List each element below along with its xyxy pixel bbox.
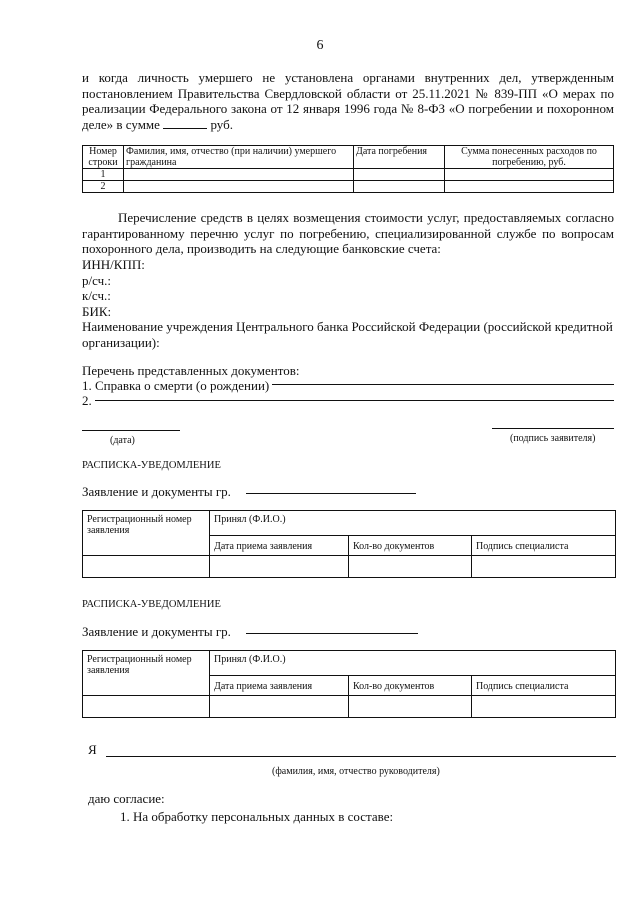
document-item-2: 2. bbox=[82, 393, 92, 408]
account-label: р/сч.: bbox=[82, 272, 112, 288]
document-item-1: 1. Справка о смерти (о рождении) bbox=[82, 378, 270, 393]
table-row bbox=[83, 181, 614, 193]
bank-details bbox=[82, 257, 614, 350]
signature-line[interactable] bbox=[492, 428, 614, 429]
cell-amount[interactable] bbox=[445, 181, 614, 193]
doc-count-header: Кол-во документов bbox=[349, 536, 472, 556]
receipt-line-2: Заявление и документы гр. bbox=[82, 624, 231, 639]
accepted-by-header: Принял (Ф.И.О.) bbox=[210, 511, 616, 536]
accepted-by-header: Принял (Ф.И.О.) bbox=[210, 651, 616, 676]
row-number: 2 bbox=[83, 181, 124, 193]
page-number: 6 bbox=[316, 38, 324, 53]
header-burial-date: Дата погребения bbox=[354, 146, 445, 169]
header-full-name: Фамилия, имя, отчество (при наличии) умершего гражданина bbox=[124, 146, 354, 169]
table-row bbox=[83, 169, 614, 181]
signature-caption: (подпись заявителя) bbox=[510, 433, 596, 444]
reg-number-cell[interactable] bbox=[83, 696, 210, 718]
burial-costs-table bbox=[82, 145, 614, 193]
head-name-line[interactable] bbox=[106, 756, 616, 757]
receipt-name-line-1[interactable] bbox=[246, 493, 416, 494]
doc-count-cell[interactable] bbox=[349, 556, 472, 578]
corr-account-label: к/сч.: bbox=[82, 288, 111, 303]
table-header-row bbox=[83, 146, 614, 169]
reg-number-header: Регистрационный номер заявления bbox=[83, 511, 210, 556]
cell-full-name[interactable] bbox=[124, 181, 354, 193]
consent-item-1: 1. На обработку персональных данных в составе: bbox=[120, 809, 394, 824]
bank-name-label: Наименование учреждения Центрального банка Российской Федерации (российской кредитной организации): bbox=[82, 319, 613, 350]
head-name-caption: (фамилия, имя, отчество руководителя) bbox=[272, 766, 440, 777]
header-amount: Сумма понесенных расходов по погребению, руб. bbox=[445, 146, 614, 169]
doc-count-cell[interactable] bbox=[349, 696, 472, 718]
consent-ya: Я bbox=[88, 742, 97, 757]
document-item-1-line[interactable] bbox=[272, 384, 614, 385]
receipt-line-1: Заявление и документы гр. bbox=[82, 484, 231, 499]
intro-paragraph bbox=[82, 70, 614, 132]
inn-kpp-label: ИНН/КПП: bbox=[82, 257, 145, 272]
document-item-2-line[interactable] bbox=[95, 400, 614, 401]
row-number: 1 bbox=[83, 169, 124, 181]
cell-amount[interactable] bbox=[445, 169, 614, 181]
bik-label: БИК: bbox=[82, 303, 112, 319]
specialist-sign-cell[interactable] bbox=[472, 556, 616, 578]
documents-title: Перечень представленных документов: bbox=[82, 363, 300, 378]
date-line[interactable] bbox=[82, 430, 180, 431]
date-received-cell[interactable] bbox=[210, 696, 349, 718]
specialist-sign-header: Подпись специалиста bbox=[472, 536, 616, 556]
cell-burial-date[interactable] bbox=[354, 181, 445, 193]
intro-suffix: руб. bbox=[210, 116, 233, 132]
cell-burial-date[interactable] bbox=[354, 169, 445, 181]
intro-text: и когда личность умершего не установлена органами внутренних дел, утвержденным постановлением Правительства Свердловской области от 25.11.2021 № 839-ПП «О мерах по реализации Федерального закона от 12 января 1996 года № 8-ФЗ «О погребении и похоронном деле» в сумме bbox=[82, 70, 614, 132]
date-received-header: Дата приема заявления bbox=[210, 536, 349, 556]
date-caption: (дата) bbox=[110, 435, 135, 446]
receipt-title-1: РАСПИСКА-УВЕДОМЛЕНИЕ bbox=[82, 460, 221, 471]
specialist-sign-cell[interactable] bbox=[472, 696, 616, 718]
transfer-paragraph: Перечисление средств в целях возмещения стоимости услуг, предоставляемых согласно гарантированному перечню услуг по погребению, специализированной службе по вопросам похоронного дела, производить на следующие банковские счета: bbox=[82, 210, 614, 256]
specialist-sign-header: Подпись специалиста bbox=[472, 676, 616, 696]
receipt-table-1 bbox=[82, 510, 616, 578]
receipt-title-2: РАСПИСКА-УВЕДОМЛЕНИЕ bbox=[82, 599, 221, 610]
receipt-name-line-2[interactable] bbox=[246, 633, 418, 634]
doc-count-header: Кол-во документов bbox=[349, 676, 472, 696]
reg-number-header: Регистрационный номер заявления bbox=[83, 651, 210, 696]
receipt-table-2 bbox=[82, 650, 616, 718]
date-received-cell[interactable] bbox=[210, 556, 349, 578]
give-consent: даю согласие: bbox=[88, 791, 165, 806]
date-received-header: Дата приема заявления bbox=[210, 676, 349, 696]
reg-number-cell[interactable] bbox=[83, 556, 210, 578]
amount-blank[interactable] bbox=[163, 117, 207, 129]
header-row-number: Номер строки bbox=[83, 146, 124, 169]
cell-full-name[interactable] bbox=[124, 169, 354, 181]
